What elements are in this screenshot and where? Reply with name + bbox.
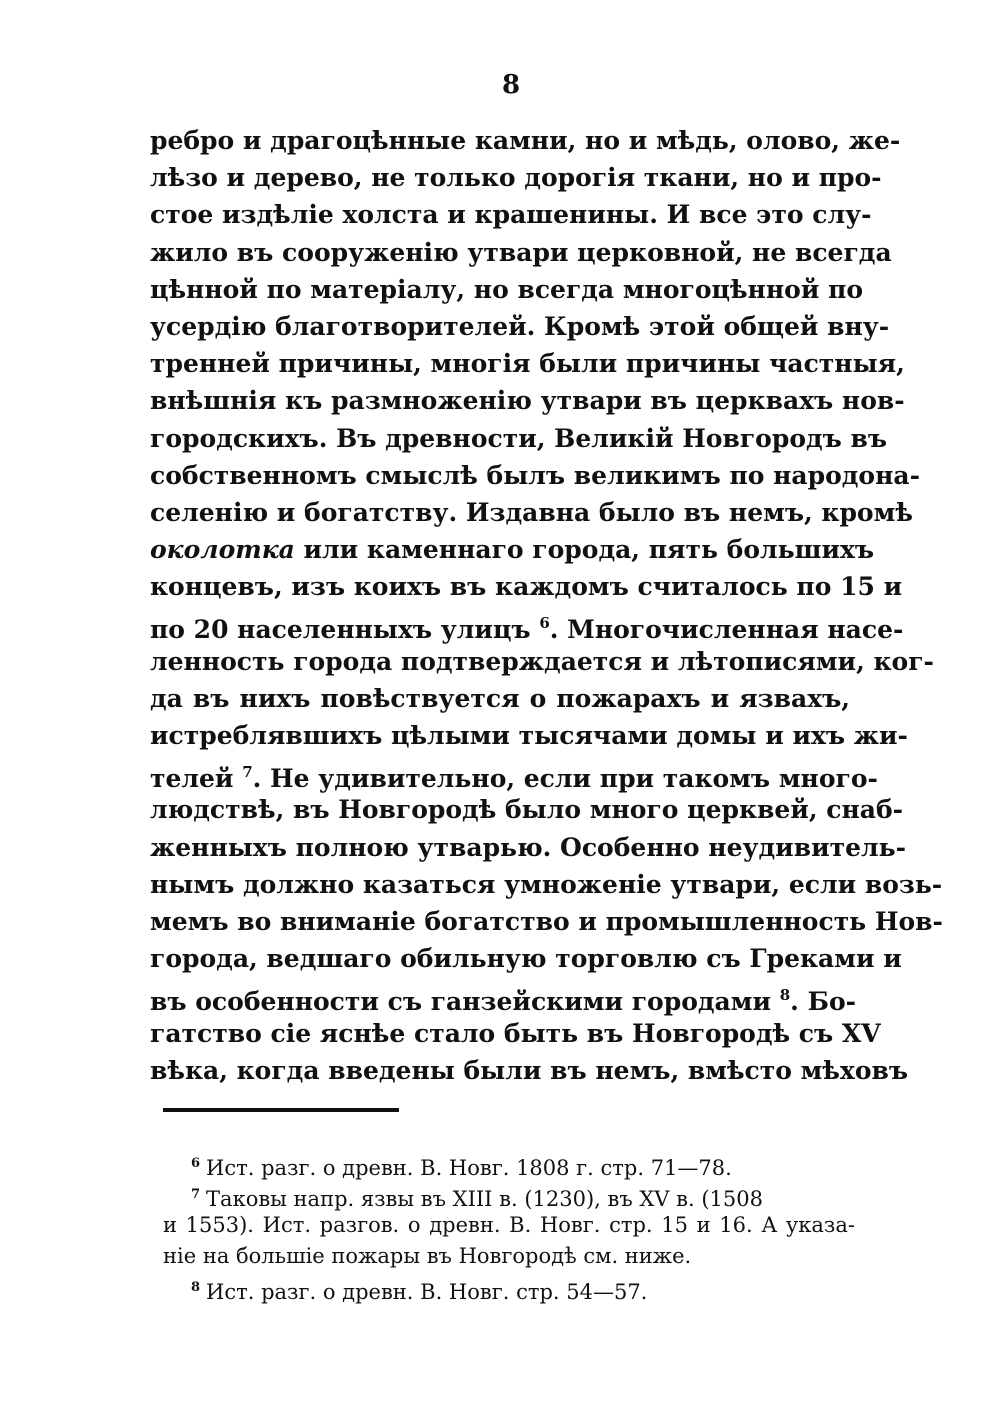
text-line: концевъ, изъ коихъ въ каждомъ считалось по 15 и bbox=[150, 572, 903, 602]
text-line: городскихъ. Въ древности, Великій Новгородъ въ bbox=[150, 423, 888, 453]
text-line: стое издѣліе холста и крашенины. И все это слу- bbox=[150, 200, 872, 230]
text-line-start: въ особенности съ ганзейскими городами bbox=[150, 987, 772, 1017]
text-line: внѣшнія къ размноженію утвари въ церквахъ нов- bbox=[150, 386, 905, 416]
text-line: селенію и богатству. Издавна было въ немъ, кромѣ bbox=[150, 497, 913, 527]
footnote-reference: 6 bbox=[539, 614, 550, 633]
text-line: вѣка, когда введены были въ немъ, вмѣсто мѣховъ bbox=[150, 1055, 909, 1085]
text-line: жило въ сооруженію утвари церковной, не всегда bbox=[150, 237, 892, 267]
footnotes bbox=[163, 1148, 855, 1303]
footnote-text: Таковы напр. язвы въ XIII в. (1230), въ XV в. (1508 bbox=[206, 1187, 763, 1211]
text-line: гатство сіе яснѣе стало быть въ Новгородѣ съ XV bbox=[150, 1018, 881, 1048]
italic-word: околотка bbox=[150, 535, 295, 565]
text-line-with-note bbox=[150, 754, 878, 794]
footnote-text: Ист. разг. о древн. В. Новг. 1808 г. стр. 71—78. bbox=[206, 1156, 732, 1180]
text-line: ленность города подтверждается и лѣтописями, ког- bbox=[150, 646, 934, 676]
footnote-mark: 6 bbox=[191, 1156, 201, 1171]
footnote-8 bbox=[163, 1272, 855, 1303]
footnote-7 bbox=[163, 1179, 855, 1210]
footnote-text: Ист. разг. о древн. В. Новг. стр. 54—57. bbox=[206, 1280, 648, 1304]
footnote-mark: 7 bbox=[191, 1187, 201, 1202]
footnote-7-continued: и 1553). Ист. разгов. о древн. В. Новг. стр. 15 и 16. А указа- bbox=[163, 1213, 855, 1237]
text-line: тренней причины, многія были причины частныя, bbox=[150, 349, 905, 379]
text-line: нымъ должно казаться умноженіе утвари, если возь- bbox=[150, 869, 943, 899]
page-number: 8 bbox=[501, 70, 521, 100]
text-line: женныхъ полною утварью. Особенно неудивитель- bbox=[150, 832, 906, 862]
text-line: усердію благотворителей. Кромѣ этой общей вну- bbox=[150, 311, 890, 341]
body-text bbox=[150, 122, 943, 1089]
text-line: истреблявшихъ цѣлыми тысячами домы и ихъ жи- bbox=[150, 721, 908, 750]
text-line-rest: или каменнаго города, пять большихъ bbox=[294, 535, 875, 565]
text-line: собственномъ смыслѣ былъ великимъ по народона- bbox=[150, 460, 920, 490]
footnote-reference: 8 bbox=[779, 986, 791, 1005]
text-line: лѣзо и дерево, не только дорогія ткани, но и про- bbox=[150, 163, 882, 193]
text-line: да въ нихъ повѣствуется о пожарахъ и язвахъ, bbox=[150, 683, 850, 713]
footnote-divider bbox=[163, 1108, 399, 1112]
text-line-with-italic bbox=[150, 531, 875, 568]
text-line-with-note bbox=[150, 605, 904, 645]
text-line: цѣнной по матеріалу, но всегда многоцѣнной по bbox=[150, 274, 864, 304]
text-line-rest: . Бо- bbox=[790, 987, 856, 1017]
text-line: мемъ во вниманіе богатство и промышленность Нов- bbox=[150, 906, 943, 936]
footnote-6 bbox=[163, 1148, 855, 1179]
footnote-7-continued: ніе на большіе пожары въ Новгородѣ см. ниже. bbox=[163, 1244, 692, 1268]
footnote-mark: 8 bbox=[191, 1280, 201, 1295]
text-line-rest: . Многочисленная насе- bbox=[549, 615, 904, 645]
text-line: города, ведшаго обильную торговлю съ Греками и bbox=[150, 944, 902, 974]
text-line: ребро и драгоцѣнные камни, но и мѣдь, олово, же- bbox=[150, 126, 901, 155]
text-line-start: телей bbox=[150, 764, 234, 794]
text-line-start: по 20 населенныхъ улицъ bbox=[150, 615, 531, 645]
text-line-with-note bbox=[150, 977, 856, 1017]
text-line-rest: . Не удивительно, если при такомъ много- bbox=[252, 764, 878, 794]
text-line: людствѣ, въ Новгородѣ было много церквей, снаб- bbox=[150, 795, 904, 825]
footnote-reference: 7 bbox=[242, 763, 253, 782]
